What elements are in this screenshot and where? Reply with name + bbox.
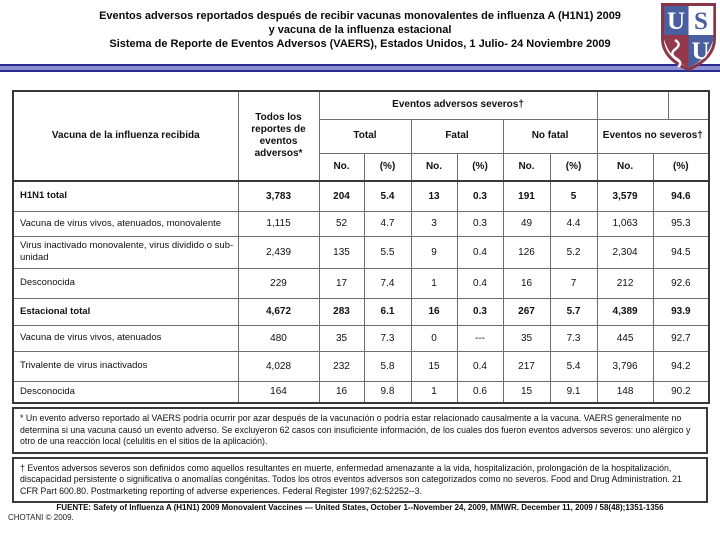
title-line-2: y vacuna de la influenza estacional [268, 24, 452, 36]
cell-value: --- [457, 325, 503, 351]
table-row [13, 325, 709, 351]
col-header-vaccine: Vacuna de la influenza recibida [13, 91, 238, 181]
cell-value: 4,672 [238, 298, 319, 325]
cell-value: 1 [411, 381, 457, 403]
header-row-1 [13, 91, 709, 119]
row-label: Desconocida [13, 268, 238, 298]
table-row [13, 381, 709, 403]
cell-value: 5.4 [550, 351, 597, 381]
cell-value: 0.6 [457, 381, 503, 403]
title-line-1: Eventos adversos reportados después de recibir vacunas monovalentes de influenza A (H1N1) 2009 [99, 10, 621, 22]
col-header-pct: (%) [364, 153, 411, 181]
cell-value: 15 [503, 381, 550, 403]
cell-value: 217 [503, 351, 550, 381]
slide-title [0, 9, 720, 51]
cell-value: 0.3 [457, 181, 503, 211]
vaers-table [12, 90, 710, 404]
footnote-asterisk: * Un evento adverso reportado al VAERS podría ocurrir por azar después de la vacunación o podría estar relacionado causalmente a la vacuna. VAERS generalmente no determina si una vacuna causó un evento adverso. Se excluyeron 62 casos con insuficiente información, de los cuales dos fueron eventos adversos severos: uno alérgico y otro de una reacción local (celulitis en el sitios de la aplicación). [12, 407, 708, 454]
row-label: H1N1 total [13, 181, 238, 211]
table-row [13, 351, 709, 381]
cell-value: 35 [319, 325, 364, 351]
cell-value: 9.8 [364, 381, 411, 403]
table-row [13, 211, 709, 236]
cell-value: 3 [411, 211, 457, 236]
cell-value: 283 [319, 298, 364, 325]
cell-value: 9.1 [550, 381, 597, 403]
cell-value: 3,783 [238, 181, 319, 211]
cell-value: 5.4 [364, 181, 411, 211]
cell-value: 94.5 [653, 236, 709, 268]
cell-value: 16 [411, 298, 457, 325]
copyright-notice: CHOTANI © 2009. [8, 513, 74, 522]
cell-value: 0.3 [457, 298, 503, 325]
cell-value: 232 [319, 351, 364, 381]
cell-value: 126 [503, 236, 550, 268]
row-label: Virus inactivado monovalente, virus dividido o sub-unidad [13, 236, 238, 268]
cell-value: 5.2 [550, 236, 597, 268]
cell-value: 15 [411, 351, 457, 381]
cell-value: 2,304 [597, 236, 653, 268]
cell-value: 5.5 [364, 236, 411, 268]
cell-value: 229 [238, 268, 319, 298]
col-header-no: No. [597, 153, 653, 181]
cell-value: 16 [503, 268, 550, 298]
row-label: Estacional total [13, 298, 238, 325]
cell-value: 92.7 [653, 325, 709, 351]
cell-value: 95.3 [653, 211, 709, 236]
cell-value: 3,796 [597, 351, 653, 381]
col-header-pct: (%) [457, 153, 503, 181]
table-row [13, 298, 709, 325]
cell-value: 7.4 [364, 268, 411, 298]
cell-value: 267 [503, 298, 550, 325]
cell-value: 52 [319, 211, 364, 236]
cell-value: 7.3 [364, 325, 411, 351]
row-label: Vacuna de virus vivos, atenuados [13, 325, 238, 351]
usu-shield-logo [660, 2, 717, 72]
cell-value: 35 [503, 325, 550, 351]
cell-value: 0.4 [457, 351, 503, 381]
cell-value: 5 [550, 181, 597, 211]
cell-value: 6.1 [364, 298, 411, 325]
col-header-no: No. [503, 153, 550, 181]
cell-value: 90.2 [653, 381, 709, 403]
row-label: Vacuna de virus vivos, atenuados, monovalente [13, 211, 238, 236]
cell-value: 92.6 [653, 268, 709, 298]
header-divider-band [0, 64, 720, 72]
cell-value: 7 [550, 268, 597, 298]
cell-value: 49 [503, 211, 550, 236]
cell-value: 5.7 [550, 298, 597, 325]
cell-value: 4.7 [364, 211, 411, 236]
cell-value: 5.8 [364, 351, 411, 381]
row-label: Trivalente de virus inactivados [13, 351, 238, 381]
cell-value: 0.3 [457, 211, 503, 236]
table-row [13, 268, 709, 298]
col-header-no: No. [319, 153, 364, 181]
cell-value: 94.6 [653, 181, 709, 211]
cell-value: 94.2 [653, 351, 709, 381]
cell-value: 1,063 [597, 211, 653, 236]
cell-value: 204 [319, 181, 364, 211]
col-header-all-reports: Todos los reportes de eventos adversos* [238, 91, 319, 181]
cell-value: 191 [503, 181, 550, 211]
cell-value: 164 [238, 381, 319, 403]
cell-value: 212 [597, 268, 653, 298]
cell-value: 4,028 [238, 351, 319, 381]
cell-value: 0.4 [457, 268, 503, 298]
cell-value: 16 [319, 381, 364, 403]
title-line-3: Sistema de Reporte de Eventos Adversos (VAERS), Estados Unidos, 1 Julio- 24 Noviembre 2009 [109, 38, 611, 50]
col-group-fatal: Fatal [411, 119, 503, 153]
table-row [13, 236, 709, 268]
cell-value: 9 [411, 236, 457, 268]
logo-letter-u1: U [666, 8, 686, 35]
table-row [13, 181, 709, 211]
logo-letter-s: S [694, 8, 708, 35]
col-header-no: No. [411, 153, 457, 181]
cell-value: 0 [411, 325, 457, 351]
cell-value: 480 [238, 325, 319, 351]
cell-value: 1,115 [238, 211, 319, 236]
cell-value: 4,389 [597, 298, 653, 325]
col-group-severe: Eventos adversos severos† [319, 91, 597, 119]
cell-value: 17 [319, 268, 364, 298]
cell-value: 7.3 [550, 325, 597, 351]
cell-value: 4.4 [550, 211, 597, 236]
cell-value: 13 [411, 181, 457, 211]
source-citation: FUENTE: Safety of Influenza A (H1N1) 2009 Monovalent Vaccines --- United States, October 1--November 24, 2009, MMWR. December 11, 2009 / 58(48);1351-1356 [56, 503, 664, 512]
cell-value: 135 [319, 236, 364, 268]
footnote-dagger: † Eventos adversos severos son definidos como aquellos resultantes en muerte, enfermedad amenazante a la vida, hospitalización, prolongación de la hospitalización, discapacidad persistente o significativa o anomalías congénitas. Todos los otros eventos adversos son categorizados como no severos. Food and Drug Administration. 21 CFR Part 600.80. Postmarketing reporting of adverse experiences. Federal Register 1997;62:52252--3. [12, 457, 708, 504]
cell-value: 148 [597, 381, 653, 403]
table-body [13, 181, 709, 403]
col-group-non-severe: Eventos no severos† [597, 119, 709, 153]
cell-value: 0.4 [457, 236, 503, 268]
col-header-pct: (%) [550, 153, 597, 181]
logo-letter-u2: U [691, 38, 710, 65]
col-group-no-fatal: No fatal [503, 119, 597, 153]
col-header-pct: (%) [653, 153, 709, 181]
cell-value: 93.9 [653, 298, 709, 325]
row-label: Desconocida [13, 381, 238, 403]
cell-value: 445 [597, 325, 653, 351]
cell-value: 3,579 [597, 181, 653, 211]
cell-value: 2,439 [238, 236, 319, 268]
col-group-total: Total [319, 119, 411, 153]
vaers-table-container [12, 90, 708, 503]
empty-header-cell [597, 91, 709, 119]
cell-value: 1 [411, 268, 457, 298]
